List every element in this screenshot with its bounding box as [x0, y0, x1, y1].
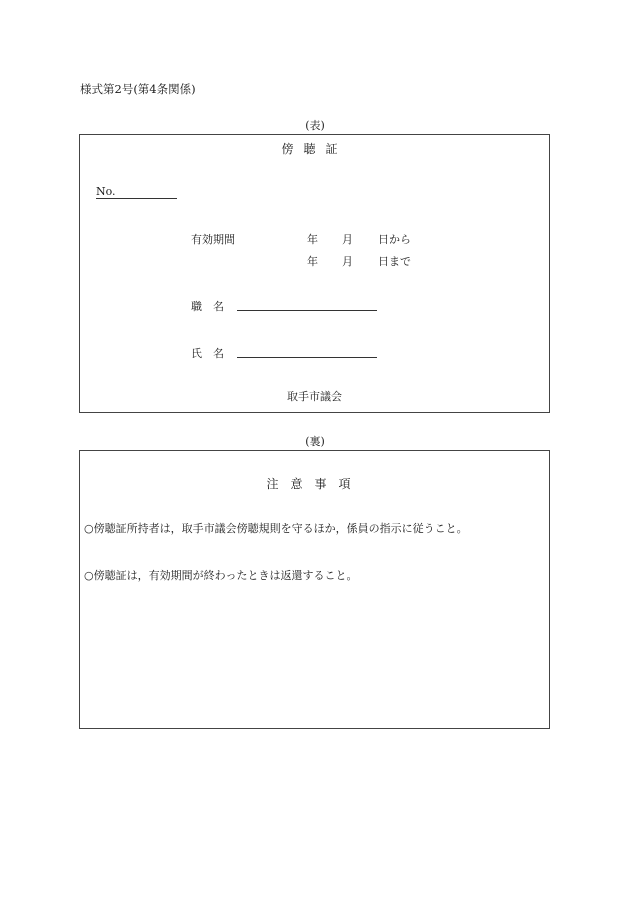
date-to-day: 日まで: [378, 255, 411, 268]
name-label: 氏 名: [191, 347, 224, 360]
pass-front-card: [79, 134, 550, 413]
notice-item: ○傍聴証所持者は，取手市議会傍聴規則を守るほか，係員の指示に従うこと。: [84, 522, 468, 535]
date-to-year: 年: [307, 255, 318, 268]
pass-number-line: [116, 186, 177, 199]
pass-number-field: [96, 185, 177, 199]
date-from-month: 月: [342, 233, 353, 246]
date-from-year: 年: [307, 233, 318, 246]
date-from-day: 日から: [378, 233, 411, 246]
pass-number-label: No.: [96, 185, 116, 198]
issuer: 取手市議会: [287, 390, 342, 403]
form-number: 様式第2号(第4条関係): [80, 82, 196, 96]
pass-back-card: [79, 450, 550, 729]
occupation-label: 職 名: [191, 300, 224, 313]
pass-title: 傍聴証: [281, 142, 348, 156]
front-side-label: (表): [305, 119, 325, 132]
notice-title: 注意事項: [266, 477, 363, 491]
name-line: [237, 357, 377, 358]
occupation-line: [237, 310, 377, 311]
notice-item: ○傍聴証は，有効期間が終わったときは返還すること。: [84, 569, 358, 582]
validity-label: 有効期間: [191, 233, 235, 246]
back-side-label: (裏): [305, 435, 325, 448]
date-to-month: 月: [342, 255, 353, 268]
